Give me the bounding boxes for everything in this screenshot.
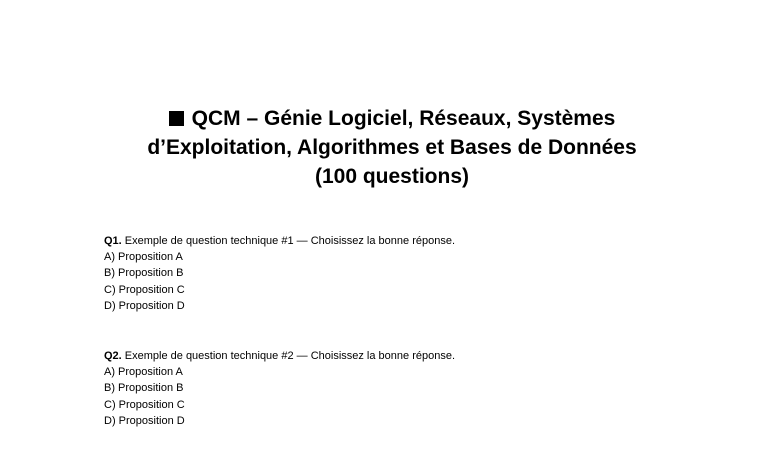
question-1-option-a: A) Proposition A <box>104 251 183 264</box>
question-1 <box>104 233 764 314</box>
question-1-option-d: D) Proposition D <box>104 299 185 312</box>
question-1-option-b: B) Proposition B <box>104 267 184 280</box>
question-2-option-d: D) Proposition D <box>104 414 185 427</box>
question-1-text-line <box>104 233 764 249</box>
question-2-option-a: A) Proposition A <box>104 366 183 379</box>
title-line-3: (100 questions) <box>314 165 470 188</box>
title-line-2: d’Exploitation, Algorithmes et Bases de Données <box>147 136 637 159</box>
question-2-number: Q2. <box>104 350 122 363</box>
question-1-option-c: C) Proposition C <box>104 283 185 296</box>
question-2-option-b: B) Proposition B <box>104 382 184 395</box>
title-line-1 <box>0 104 784 133</box>
question-1-number: Q1. <box>104 235 122 247</box>
question-2-option-c: C) Proposition C <box>104 398 185 411</box>
square-bullet-icon <box>169 111 184 126</box>
question-1-text: Exemple de question technique #1 — Choisissez la bonne réponse. <box>124 235 456 247</box>
question-2-text-line <box>104 348 764 364</box>
document-title <box>0 104 784 191</box>
question-2 <box>104 348 764 429</box>
title-line-1-text: QCM – Génie Logiciel, Réseaux, Systèmes <box>191 107 616 130</box>
question-2-text: Exemple de question technique #2 — Choisissez la bonne réponse. <box>124 350 456 363</box>
question-list <box>104 233 764 463</box>
